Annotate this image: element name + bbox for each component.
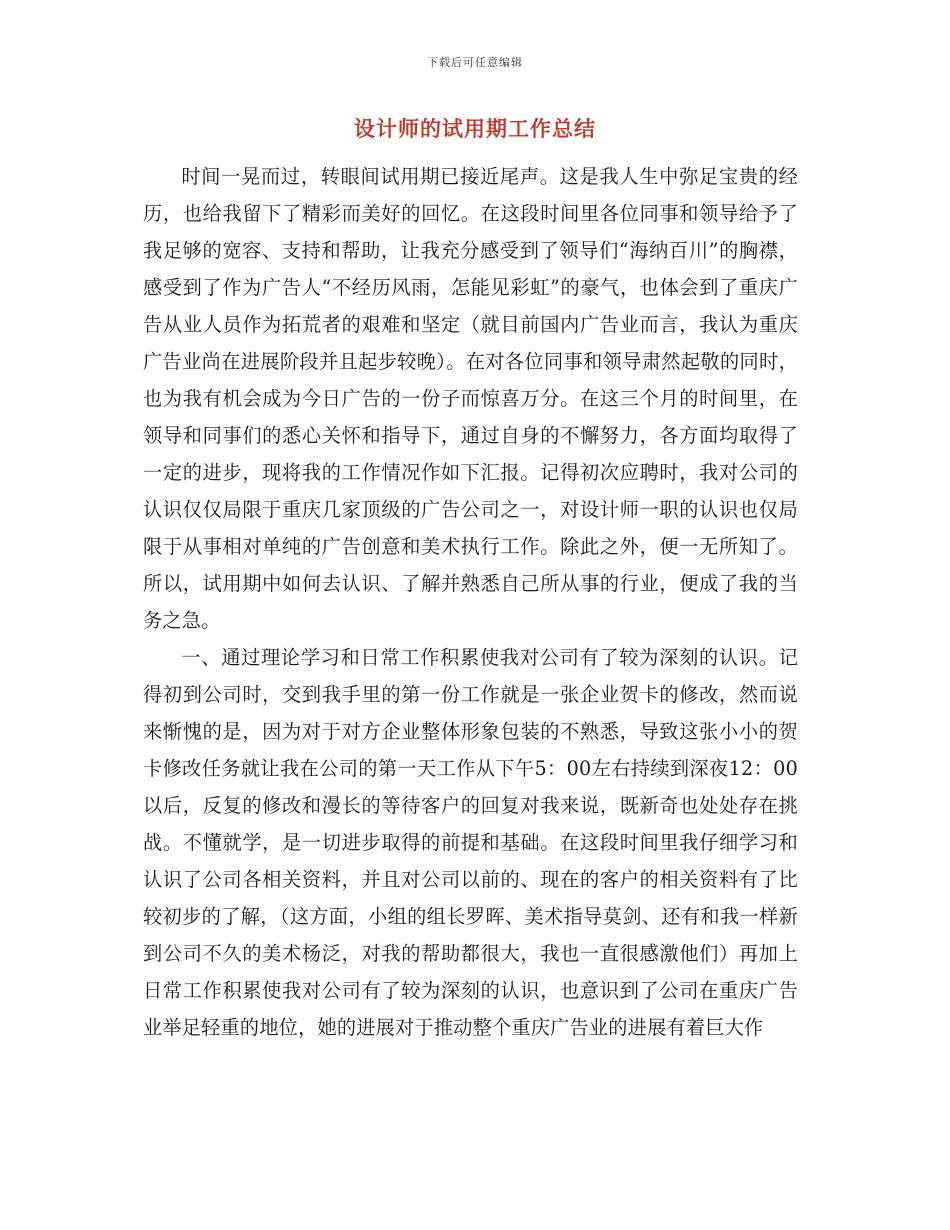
page-header-note: 下载后可任意编辑 — [427, 56, 523, 69]
document-body — [143, 158, 798, 1046]
document-title: 设计师的试用期工作总结 — [354, 116, 596, 141]
paragraph-intro: 时间一晃而过，转眼间试用期已接近尾声。这是我人生中弥足宝贵的经历，也给我留下了精彩而美好的回忆。在这段时间里各位同事和领导给予了我足够的宽容、支持和帮助，让我充分感受到了领导们“海纳百川”的胸襟，感受到了作为广告人“不经历风雨，怎能见彩虹”的豪气，也体会到了重庆广告从业人员作为拓荒者的艰难和坚定（就目前国内广告业而言，我认为重庆广告业尚在进展阶段并且起步较晚）。在对各位同事和领导肃然起敬的同时，也为我有机会成为今日广告的一份子而惊喜万分。在这三个月的时间里，在领导和同事们的悉心关怀和指导下，通过自身的不懈努力，各方面均取得了一定的进步，现将我的工作情况作如下汇报。记得初次应聘时，我对公司的认识仅仅局限于重庆几家顶级的广告公司之一，对设计师一职的认识也仅局限于从事相对单纯的广告创意和美术执行工作。除此之外，便一无所知了。所以，试用期中如何去认识、了解并熟悉自己所从事的行业，便成了我的当务之急。 — [143, 165, 798, 632]
paragraph-section-one: 一、通过理论学习和日常工作积累使我对公司有了较为深刻的认识。记得初到公司时，交到我手里的第一份工作就是一张企业贺卡的修改，然而说来惭愧的是，因为对于对方企业整体形象包装的不熟悉，导致这张小小的贺卡修改任务就让我在公司的第一天工作从下午5：00左右持续到深夜12：00以后，反复的修改和漫长的等待客户的回复对我来说，既新奇也处处存在挑战。不懂就学，是一切进步取得的前提和基础。在这段时间里我仔细学习和认识了公司各相关资料，并且对公司以前的、现在的客户的相关资料有了比较初步的了解，（这方面，小组的组长罗晖、美术指导莫剑、还有和我一样新到公司不久的美术杨泛，对我的帮助都很大，我也一直很感激他们）再加上日常工作积累使我对公司有了较为深刻的认识，也意识到了公司在重庆广告业举足轻重的地位，她的进展对于推动整个重庆广告业的进展有着巨大作 — [143, 646, 798, 1039]
